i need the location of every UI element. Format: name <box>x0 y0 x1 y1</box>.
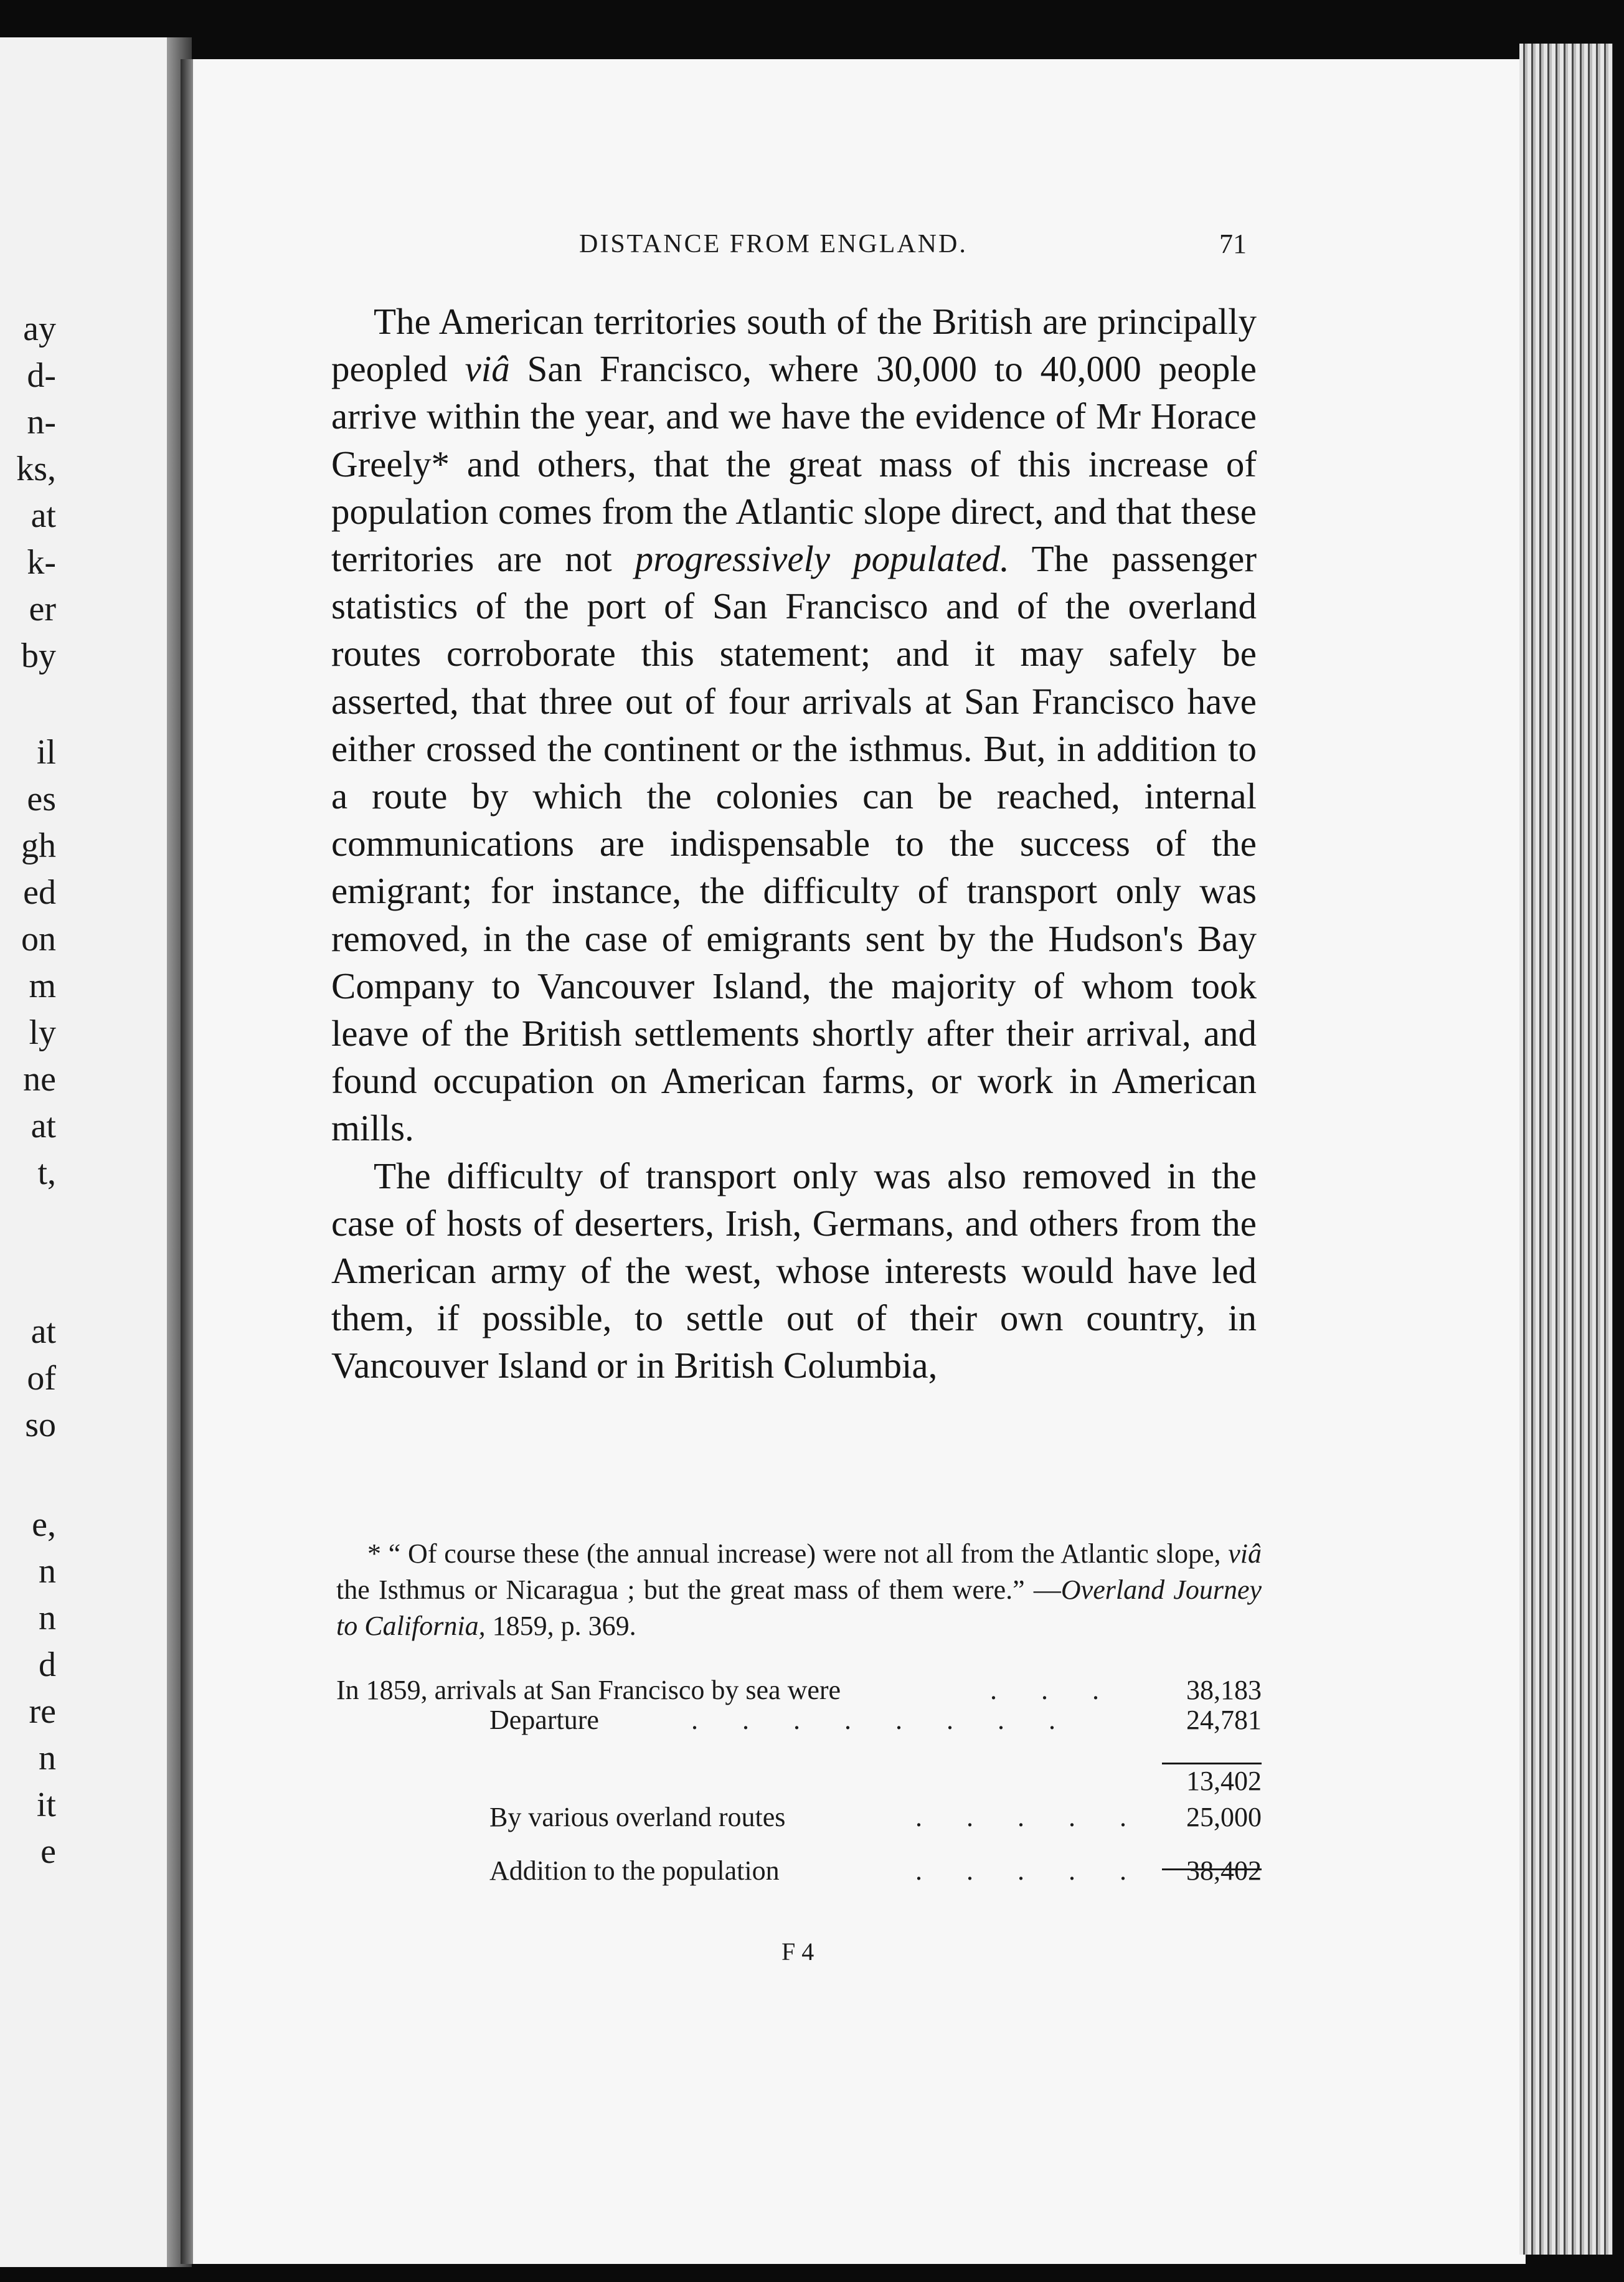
left-page-fragment: on <box>21 920 56 959</box>
left-page-fragment: d- <box>27 356 56 395</box>
left-page-fragment: n <box>39 1599 56 1637</box>
left-page-fragment: n <box>39 1552 56 1591</box>
left-page-fragment: k- <box>27 543 56 582</box>
row-value: 25,000 <box>1186 1802 1262 1832</box>
left-page-fragment: n- <box>27 403 56 442</box>
statistics-table <box>336 1674 1262 1886</box>
left-page-fragment: ks, <box>16 450 56 488</box>
left-page-fragment: at <box>31 1312 56 1351</box>
footnote-marker: * <box>431 443 450 485</box>
footnote-via: viâ <box>1228 1538 1262 1569</box>
left-page-fragment: it <box>36 1786 56 1824</box>
footnote-text-b: the Isthmus or Nicaragua ; but the great mass of them were.” — <box>336 1574 1061 1605</box>
left-page-fragment: at <box>31 1107 56 1145</box>
row-value: 38,402 <box>1186 1855 1262 1886</box>
row-label: In 1859, arrivals at San Francisco by sea were <box>336 1675 841 1705</box>
left-page-fragment: d <box>39 1645 56 1684</box>
p1-italic: progressively populated. <box>635 538 1009 580</box>
left-page-fragment: ed <box>23 873 56 912</box>
sum-rule <box>1162 1763 1262 1764</box>
left-page-fragment: gh <box>21 826 56 865</box>
left-page-fragment: so <box>25 1406 56 1444</box>
row-label: By various overland routes <box>489 1802 786 1832</box>
p1-via: viâ <box>465 348 510 390</box>
table-row: By various overland routes . . . . . 25,000 <box>489 1802 1262 1832</box>
footnote-text-a: “ Of course these (the annual increase) were not all from the Atlantic slope, <box>388 1538 1229 1569</box>
body-text <box>331 298 1257 1390</box>
row-value: 13,402 <box>1186 1766 1262 1796</box>
left-page-fragment: e <box>40 1832 56 1871</box>
left-page-fragment: of <box>27 1359 56 1398</box>
p1-text-d: The passenger statistics of the port of San Francisco and of the overland routes corroborate this statement; and it may safely be asserted, that three out of four arrivals at San Francisco have either crossed the continent or the isthmus. But, in addition to a route by which the colonies can be reached, internal communications are indispensable to the success of the emigrant; for instance, the difficulty of transport only was removed, in the case of emigrants sent by the Hudson's Bay Company to Vancouver Island, the majority of whom took leave of the British settlements shortly after their arrival, and found occupation on American farms, or work in American mills. <box>331 538 1257 1149</box>
p1-text-b: San Francisco, where 30,000 to 40,000 people arrive within the year, and we have the evidence of Mr Horace Greely <box>331 348 1257 485</box>
left-page-fragment: re <box>29 1692 56 1731</box>
page-number: 71 <box>1219 229 1247 259</box>
table-row: Addition to the population . . . . . 38,402 <box>489 1855 1262 1886</box>
running-head: DISTANCE FROM ENGLAND. <box>579 230 968 258</box>
row-label: Departure <box>489 1705 599 1735</box>
left-page-fragment: ne <box>23 1060 56 1099</box>
footnote-source: Overland Journey to California, <box>336 1574 1262 1641</box>
left-page-fragment: m <box>29 967 56 1005</box>
p1-text-a: The American territories south of the British are principally peopled <box>331 301 1257 390</box>
p1-text-c: and others, that the great mass of this increase of population comes from the Atlantic slope direct, and that these territories are not <box>331 443 1257 580</box>
table-row: Departure . . . . . . . . 24,781 <box>489 1705 1262 1735</box>
table-row: In 1859, arrivals at San Francisco by sea were . . . 38,183 <box>336 1675 1262 1705</box>
paragraph-1 <box>331 298 1257 1152</box>
row-value: 38,183 <box>1186 1675 1262 1705</box>
row-value: 24,781 <box>1186 1705 1262 1735</box>
footnote <box>336 1536 1262 1644</box>
left-page-fragment: e, <box>32 1505 56 1544</box>
left-page-fragment: ly <box>29 1013 56 1052</box>
footnote-mark: * <box>367 1538 381 1569</box>
left-page-fragment: n <box>39 1739 56 1778</box>
paragraph-2: The difficulty of transport only was also removed in the case of hosts of deserters, Irish, Germans, and others from the American army of the west, whose interests would have led them, if possible, to settle out of their own country, in Vancouver Island or in British Columbia, <box>331 1155 1257 1386</box>
signature-mark: F 4 <box>781 1938 814 1966</box>
left-page-fragment: ay <box>23 310 56 348</box>
left-page-fragment: il <box>36 733 56 772</box>
table-row <box>336 1765 1262 1802</box>
page-edges <box>1519 44 1613 2255</box>
left-page-fragment: by <box>21 637 56 675</box>
spine-shadow <box>181 59 193 2264</box>
footnote-text-c: 1859, p. 369. <box>485 1611 636 1641</box>
left-page-fragment: er <box>29 590 56 628</box>
left-page-fragment: es <box>27 780 56 818</box>
left-page-fragment: at <box>31 496 56 535</box>
row-label: Addition to the population <box>489 1855 780 1886</box>
left-page-fragment: t, <box>37 1153 56 1192</box>
